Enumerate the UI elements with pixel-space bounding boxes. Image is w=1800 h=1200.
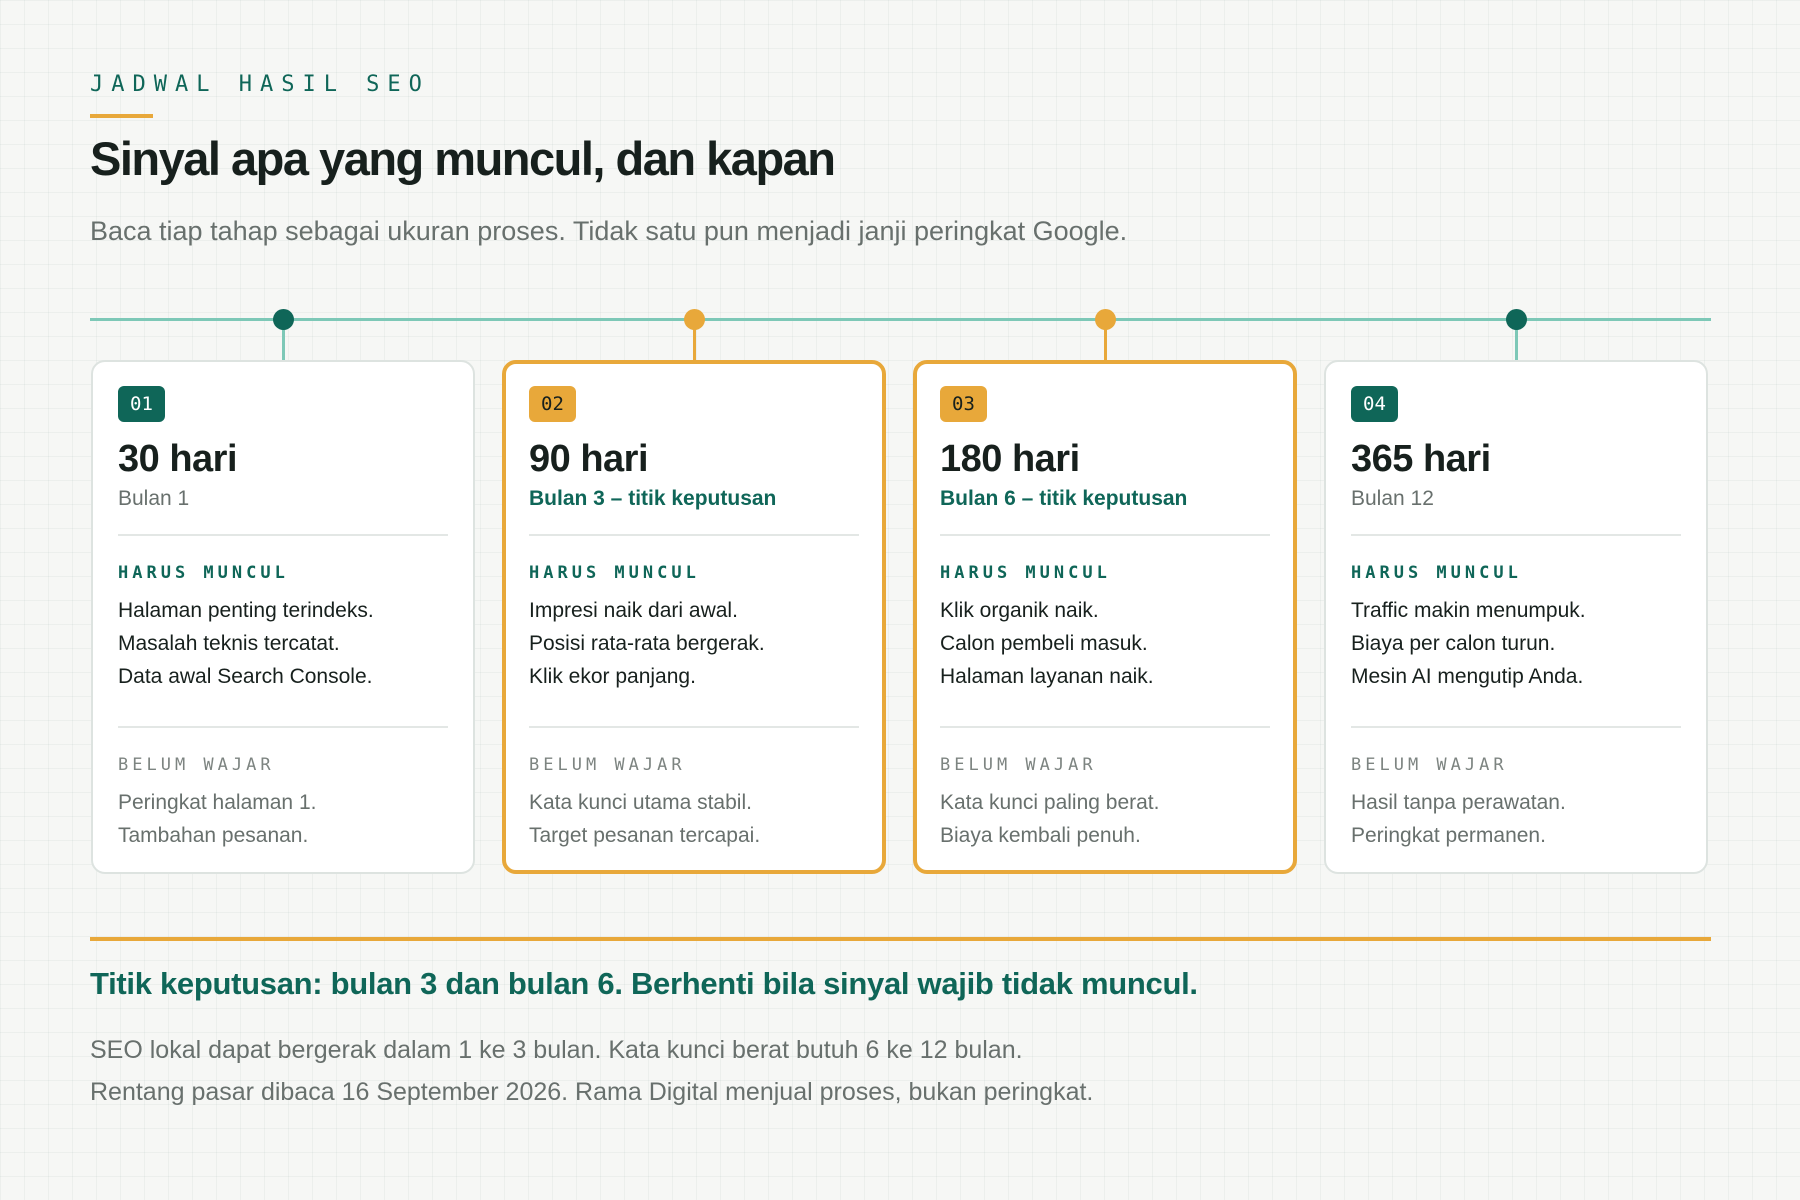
must-appear-list [118,594,448,693]
stage-number-badge: 04 [1351,386,1398,422]
must-appear-item: Klik organik naik. [940,599,1099,622]
not-yet-item: Tambahan pesanan. [118,824,309,847]
stage-duration: 180 hari [940,438,1080,480]
timeline-dot-1 [273,309,294,330]
must-appear-item: Masalah teknis tercatat. [118,632,340,655]
must-appear-item: Halaman penting terindeks. [118,599,374,622]
stage-duration: 30 hari [118,438,238,480]
decision-point-statement: Titik keputusan: bulan 3 dan bulan 6. Berhenti bila sinyal wajib tidak muncul. [90,966,1198,1001]
footer-note: Rentang pasar dibaca 16 September 2026. Rama Digital menjual proses, bukan peringkat. [90,1078,1094,1106]
must-appear-list [940,594,1270,693]
not-yet-item: Target pesanan tercapai. [529,824,761,847]
stage-month: Bulan 12 [1351,487,1434,510]
card-divider [1351,534,1681,536]
card-divider [940,534,1270,536]
stage-number-badge: 01 [118,386,165,422]
must-appear-item: Impresi naik dari awal. [529,599,738,622]
eyebrow-underline [90,114,153,118]
footer-note: SEO lokal dapat bergerak dalam 1 ke 3 bulan. Kata kunci berat butuh 6 ke 12 bulan. [90,1036,1023,1064]
card-divider [529,534,859,536]
must-appear-item: Calon pembeli masuk. [940,632,1148,655]
not-yet-label: BELUM WAJAR [940,755,1097,775]
not-yet-item: Kata kunci utama stabil. [529,791,752,814]
stage-month: Bulan 6 – titik keputusan [940,487,1188,510]
stage-duration: 90 hari [529,438,649,480]
not-yet-label: BELUM WAJAR [1351,755,1508,775]
not-yet-item: Peringkat permanen. [1351,824,1546,847]
not-yet-label: BELUM WAJAR [529,755,686,775]
not-yet-item: Biaya kembali penuh. [940,824,1141,847]
not-yet-item: Kata kunci paling berat. [940,791,1160,814]
eyebrow-label: JADWAL HASIL SEO [90,72,430,97]
timeline-stem-2 [693,320,696,360]
card-divider [118,534,448,536]
not-yet-list [940,786,1270,852]
page-title: Sinyal apa yang muncul, dan kapan [90,132,835,185]
timeline-stem-4 [1515,320,1518,360]
timeline-dot-3 [1095,309,1116,330]
timeline-dot-2 [684,309,705,330]
page-subtitle: Baca tiap tahap sebagai ukuran proses. Tidak satu pun menjadi janji peringkat Google. [90,216,1128,246]
not-yet-item: Hasil tanpa perawatan. [1351,791,1566,814]
must-appear-label: HARUS MUNCUL [1351,563,1522,583]
stage-month: Bulan 3 – titik keputusan [529,487,777,510]
stage-card-30-days [91,360,475,874]
timeline-stem-3 [1104,320,1107,360]
must-appear-item: Klik ekor panjang. [529,665,696,688]
must-appear-label: HARUS MUNCUL [529,563,700,583]
stage-card-180-days [913,360,1297,874]
must-appear-list [529,594,859,693]
must-appear-list [1351,594,1681,693]
not-yet-label: BELUM WAJAR [118,755,275,775]
timeline-stem-1 [282,320,285,360]
must-appear-item: Data awal Search Console. [118,665,373,688]
stage-number-badge: 03 [940,386,987,422]
timeline-dot-4 [1506,309,1527,330]
must-appear-item: Traffic makin menumpuk. [1351,599,1586,622]
stage-card-90-days [502,360,886,874]
must-appear-item: Posisi rata-rata bergerak. [529,632,765,655]
stage-duration: 365 hari [1351,438,1491,480]
not-yet-item: Peringkat halaman 1. [118,791,317,814]
must-appear-item: Mesin AI mengutip Anda. [1351,665,1584,688]
stage-month: Bulan 1 [118,487,190,510]
must-appear-item: Halaman layanan naik. [940,665,1154,688]
not-yet-list [529,786,859,852]
timeline-line [90,318,1711,321]
must-appear-label: HARUS MUNCUL [940,563,1111,583]
must-appear-label: HARUS MUNCUL [118,563,289,583]
stage-card-365-days [1324,360,1708,874]
stage-number-badge: 02 [529,386,576,422]
must-appear-item: Biaya per calon turun. [1351,632,1556,655]
footer-divider [90,937,1711,941]
not-yet-list [118,786,448,852]
not-yet-list [1351,786,1681,852]
